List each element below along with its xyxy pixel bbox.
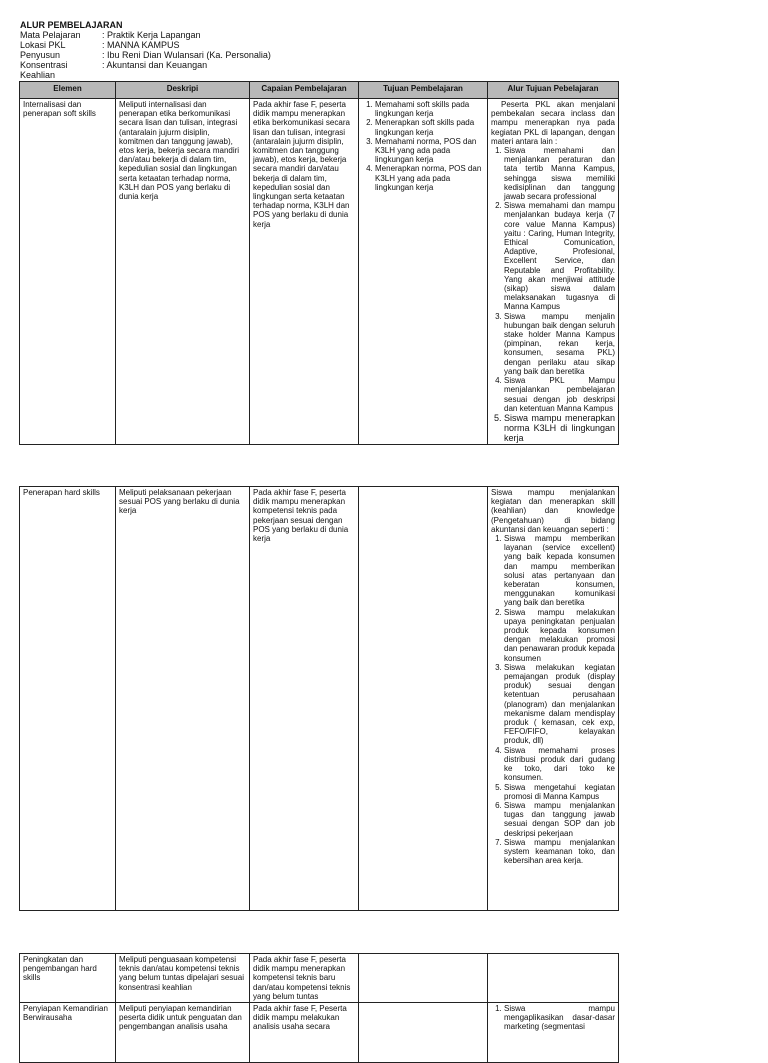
col-header-capaian: Capaian Pembelajaran (250, 82, 359, 99)
cell-elemen: Penerapan hard skills (20, 487, 116, 911)
list-item: 1. Siswa mampu memberikan layanan (service excellent) yang baik kepada konsumen dan mampu memberikan solusi atas pertanyaan dan keberatan konsumen, menggunakan komunikasi yang baik dan beretika (504, 534, 615, 608)
cell-deskripsi: Meliputi penguasaan kompetensi teknis dan/atau kompetensi teknis yang belum tuntas dipelajari sesuai konsentrasi keahlian (116, 954, 250, 1003)
list-item: 4. Siswa PKL Mampu menjalankan pembelajaran sesuai dengan job deskripsi dan ketentuan Manna Kampus (504, 376, 615, 413)
cell-alur (488, 487, 619, 911)
cell-tujuan (359, 487, 488, 911)
cell-capaian: Pada akhir fase F, peserta didik mampu menerapkan kompetensi teknis baru dan/atau kompetensi teknis yang belum tuntas (250, 954, 359, 1003)
cell-elemen: Penyiapan Kemandirian Berwirausaha (20, 1003, 116, 1063)
cell-tujuan (359, 99, 488, 445)
list-item: 5. Siswa mampu menerapkan norma K3LH di lingkungan kerja (504, 413, 615, 443)
alur-intro: Peserta PKL akan menjalani pembekalan secara inclass dan mampu menerapkan nya pada kegiatan PKL di lapangan, dengan materi antara lain : (491, 100, 615, 146)
cell-elemen: Peningkatan dan pengembangan hard skills (20, 954, 116, 1003)
cell-deskripsi: Meliputi pelaksanaan pekerjaan sesuai POS yang berlaku di dunia kerja (116, 487, 250, 911)
cell-alur (488, 954, 619, 1003)
list-item: 4. Menerapkan norma, POS dan K3LH yang ada pada lingkungan kerja (375, 164, 484, 192)
list-item: 4. Siswa memahami proses distribusi produk dari gudang ke toko, dari toko ke konsumen. (504, 746, 615, 783)
learning-flow-table-3 (19, 953, 619, 1063)
list-item: 3. Memahami norma, POS dan K3LH yang ada pada lingkungan kerja (375, 137, 484, 165)
cell-elemen: Internalisasi dan penerapan soft skills (20, 99, 116, 445)
list-item: 2. Siswa mampu melakukan upaya peningkatan penjualan produk kepada konsumen dengan melakukan promosi dan penawaran produk kepada konsumen (504, 608, 615, 663)
meta-author: Penyusun : Ibu Reni Dian Wulansari (Ka. Personalia) (20, 50, 271, 60)
cell-alur (488, 99, 619, 445)
table-row (20, 1003, 619, 1063)
document-title: ALUR PEMBELAJARAN (20, 20, 123, 30)
col-header-deskripsi: Deskripi (116, 82, 250, 99)
table-row (20, 99, 619, 445)
list-item: 5. Siswa mengetahui kegiatan promosi di Manna Kampus (504, 783, 615, 801)
list-item: 1. Memahami soft skills pada lingkungan kerja (375, 100, 484, 118)
table-3-clip (0, 953, 768, 1032)
table-header-row (20, 82, 619, 99)
list-item: 3. Siswa melakukan kegiatan pemajangan produk (display produk) sesuai dengan ketentuan perusahaan (planogram) dan menjalankan mekanisme dalam mendisplay produk ( kemasan, cek exp, FEFO/FIFO, kelayakan produk, dll) (504, 663, 615, 746)
meta-location: Lokasi PKL : MANNA KAMPUS (20, 40, 180, 50)
table-row (20, 487, 619, 911)
list-item: 2. Siswa memahami dan mampu menjalankan budaya kerja (7 core value Manna Kampus) yaitu : Caring, Human Integrity, Ethical Comunication, Adaptive, Profesional, Excellent Service, dan Reputable and Profitability. Yang akan menjiwai attitude (sikap) siswa dalam melaksanakan tugasnya di Manna Kampus (504, 201, 615, 311)
learning-flow-table-1 (19, 81, 619, 445)
alur-list (491, 534, 615, 865)
col-header-tujuan: Tujuan Pembelajaran (359, 82, 488, 99)
meta-concentration: Konsentrasi Keahlian : Akuntansi dan Keuangan (20, 60, 208, 80)
col-header-alur: Alur Tujuan Pebelajaran (488, 82, 619, 99)
cell-tujuan (359, 954, 488, 1003)
cell-deskripsi: Meliputi internalisasi dan penerapan etika berkomunikasi secara lisan dan tulisan, integrasi (antaralain jujurm disiplin, komitmen dan tanggung jawab), etos kerja, bekerja secara mandiri dan/atau bekerja di dalam tim, kepedulian sosial dan lingkungan serta ketaatan terhadap norma, K3LH dan POS yang berlaku di dunia kerja (116, 99, 250, 445)
cell-capaian: Pada akhir fase F, Peserta didik mampu melakukan analisis usaha secara (250, 1003, 359, 1063)
cell-tujuan (359, 1003, 488, 1063)
list-item: 7. Siswa mampu menjalankan system keamanan toko, dan kebersihan area kerja. (504, 838, 615, 866)
table-row (20, 954, 619, 1003)
list-item: 1. Siswa memahami dan menjalankan peraturan dan tata tertib Manna Kampus, sehingga siswa memiliki kedisiplinan dan tanggung jawab secara professional (504, 146, 615, 201)
alur-intro: Siswa mampu menjalankan kegiatan dan menerapkan skill (keahlian) dan knowledge (Pengetahuan) di bidang akuntansi dan keuangan seperti : (491, 488, 615, 534)
document-header (20, 20, 271, 80)
meta-subject: Mata Pelajaran : Praktik Kerja Lapangan (20, 30, 201, 40)
cell-alur (488, 1003, 619, 1063)
tujuan-list (362, 100, 484, 192)
list-item: 3. Siswa mampu menjalin hubungan baik dengan seluruh stake holder Manna Kampus (pimpinan, rekan kerja, konsumen, sesama PKL) dengan perilaku atau sikap yang baik dan beretika (504, 312, 615, 376)
list-item: 6. Siswa mampu menjalankan tugas dan tanggung jawab sesuai dengan SOP dan job deskripsi pekerjaan (504, 801, 615, 838)
alur-list (491, 1004, 615, 1032)
list-item: 2. Menerapkan soft skills pada lingkungan kerja (375, 118, 484, 136)
col-header-elemen: Elemen (20, 82, 116, 99)
learning-flow-table-2 (19, 486, 619, 911)
cell-capaian: Pada akhir fase F, peserta didik mampu menerapkan kompetensi teknis pada pekerjaan sesuai dengan POS yang berlaku di dunia kerja (250, 487, 359, 911)
alur-list (491, 146, 615, 443)
cell-capaian: Pada akhir fase F, peserta didik mampu menerapkan etika berkomunikasi secara lisan dan tulisan, integrasi (antaralain jujurm disiplin, komitmen dan tanggung jawab), etos kerja, bekerja secara mandiri dan/atau bekerja di dalam tim, kepedulian sosial dan lingkungan serta ketaatan terhadap norma, K3LH dan POS yang berlaku di dunia kerja (250, 99, 359, 445)
list-item: 1. Siswa mampu mengaplikasikan dasar-dasar marketing (segmentasi (504, 1004, 615, 1032)
cell-deskripsi: Meliputi penyiapan kemandirian peserta didik untuk penguatan dan pengembangan analisis usaha (116, 1003, 250, 1063)
